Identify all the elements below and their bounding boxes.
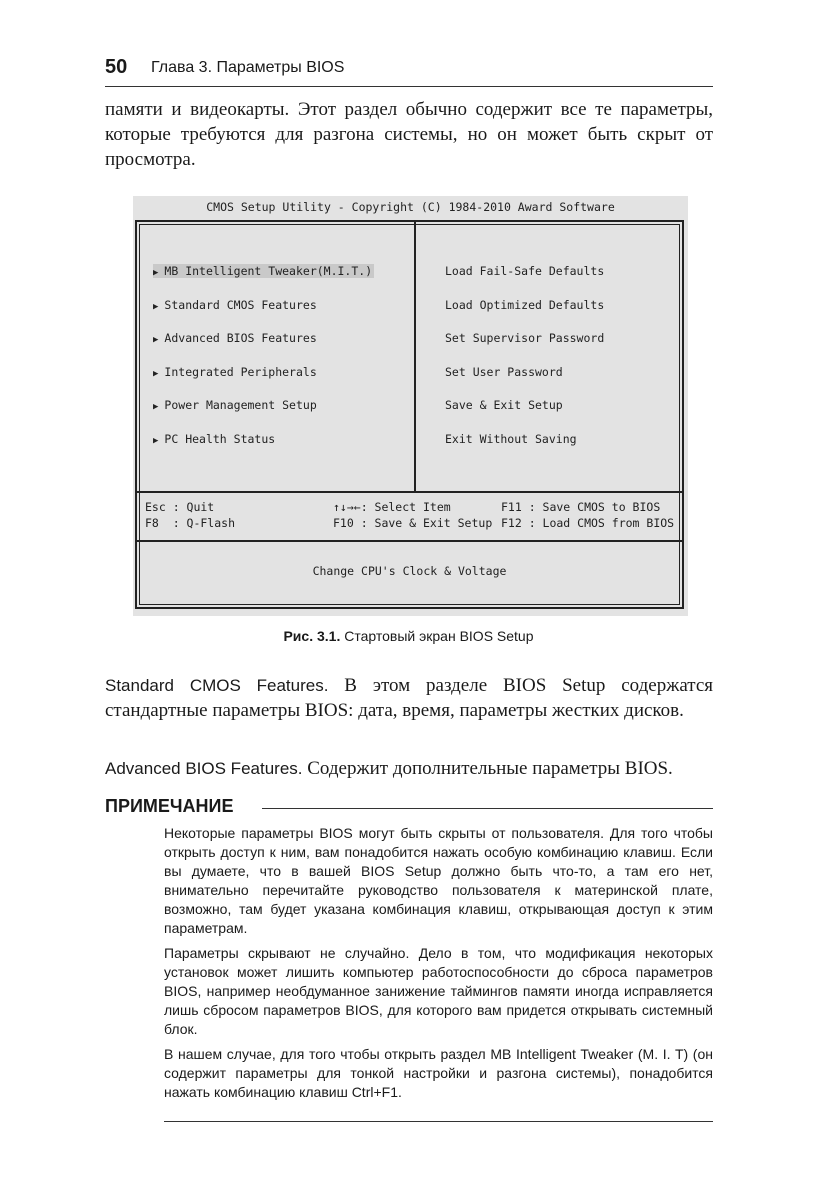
bios-divider-vertical	[414, 222, 416, 491]
bios-divider-status	[137, 540, 682, 542]
bios-frame	[135, 220, 684, 609]
bios-menu-standard-cmos[interactable]: ▶ Standard CMOS Features	[153, 298, 317, 312]
bios-status-line: Change CPU's Clock & Voltage	[312, 564, 507, 578]
page-header	[105, 56, 713, 87]
note-title: ПРИМЕЧАНИЕ	[105, 796, 234, 816]
figure-caption	[0, 628, 817, 644]
section-standard-cmos	[105, 673, 713, 723]
bios-divider-keys	[137, 491, 682, 493]
section-standard-cmos-text: В этом разделе BIOS Setup содержатся стандартные параметры BIOS: дата, время, параметры жестких дисков.	[105, 675, 713, 721]
term-advanced-bios: Advanced BIOS Features.	[105, 759, 303, 778]
triangle-right-icon: ▶	[153, 302, 159, 312]
note-rule-top	[262, 808, 713, 809]
triangle-right-icon: ▶	[153, 369, 159, 379]
note-paragraph-1: Некоторые параметры BIOS могут быть скрыты от пользователя. Для того чтобы открыть доступ к ним, вам понадобится нажать особую комбинацию клавиш. Если вы думаете, что в вашей BIOS Setup должно быть что-то, а там его нет, внимательно перечитайте руководство пользователя к материнской плате, возможно, там будет указана комбинация клавиш, открывающая доступ к этим параметрам.	[164, 825, 713, 936]
chapter-title: Глава 3. Параметры BIOS	[151, 59, 345, 76]
triangle-right-icon: ▶	[153, 436, 159, 446]
bios-key-save-exit: F10 : Save & Exit Setup	[333, 516, 493, 530]
bios-menu-pc-health[interactable]: ▶ PC Health Status	[153, 432, 276, 446]
caption-label: Рис. 3.1.	[283, 628, 341, 644]
section-advanced-bios	[105, 756, 713, 781]
page-number: 50	[105, 56, 128, 78]
bios-key-quit: Esc : Quit	[145, 500, 215, 514]
bios-menu-mit[interactable]: ▶ MB Intelligent Tweaker(M.I.T.)	[153, 264, 373, 278]
note-body	[164, 824, 713, 1108]
bios-key-qflash: F8 : Q-Flash	[145, 516, 236, 530]
intro-paragraph: памяти и видеокарты. Этот раздел обычно содержит все те параметры, которые требуются для разгона системы, но он может быть скрыт от просмотра.	[105, 99, 713, 170]
note-paragraph-3: В нашем случае, для того чтобы открыть раздел MB Intelligent Tweaker (M. I. T) (он содержит параметры для тонкой настройки и разгона системы), понадобится нажать комбинацию клавиш Ctrl+F1.	[164, 1046, 713, 1100]
note-rule-bottom	[164, 1121, 713, 1122]
bios-menu-user-password[interactable]: Set User Password	[445, 365, 563, 379]
bios-menu-power-management[interactable]: ▶ Power Management Setup	[153, 398, 317, 412]
caption-text: Стартовый экран BIOS Setup	[340, 628, 534, 644]
bios-screenshot	[133, 196, 688, 616]
bios-menu-advanced-bios[interactable]: ▶ Advanced BIOS Features	[153, 331, 317, 345]
bios-menu-save-exit[interactable]: Save & Exit Setup	[445, 398, 563, 412]
term-standard-cmos: Standard CMOS Features.	[105, 676, 329, 695]
section-advanced-bios-text: Содержит дополнительные параметры BIOS.	[302, 758, 673, 779]
bios-title: CMOS Setup Utility - Copyright (C) 1984-2010 Award Software	[206, 200, 615, 214]
bios-key-load-cmos: F12 : Load CMOS from BIOS	[501, 516, 675, 530]
bios-key-select: ↑↓→←: Select Item	[333, 500, 451, 514]
bios-menu-load-optimized[interactable]: Load Optimized Defaults	[445, 298, 605, 312]
triangle-right-icon: ▶	[153, 335, 159, 345]
bios-menu-exit-no-save[interactable]: Exit Without Saving	[445, 432, 577, 446]
note-paragraph-2: Параметры скрывают не случайно. Дело в том, что модификация некоторых установок может лишить компьютер работоспособности до сброса параметров BIOS, например необдуманное занижение таймингов памяти иногда исправляется лишь сбросом параметров BIOS, для которого вам придется открывать системный блок.	[164, 945, 713, 1037]
triangle-right-icon: ▶	[153, 268, 159, 278]
triangle-right-icon: ▶	[153, 402, 159, 412]
bios-key-save-cmos: F11 : Save CMOS to BIOS	[501, 500, 661, 514]
bios-menu-integrated-peripherals[interactable]: ▶ Integrated Peripherals	[153, 365, 317, 379]
bios-menu-supervisor-password[interactable]: Set Supervisor Password	[445, 331, 605, 345]
bios-menu-load-failsafe[interactable]: Load Fail-Safe Defaults	[445, 264, 605, 278]
